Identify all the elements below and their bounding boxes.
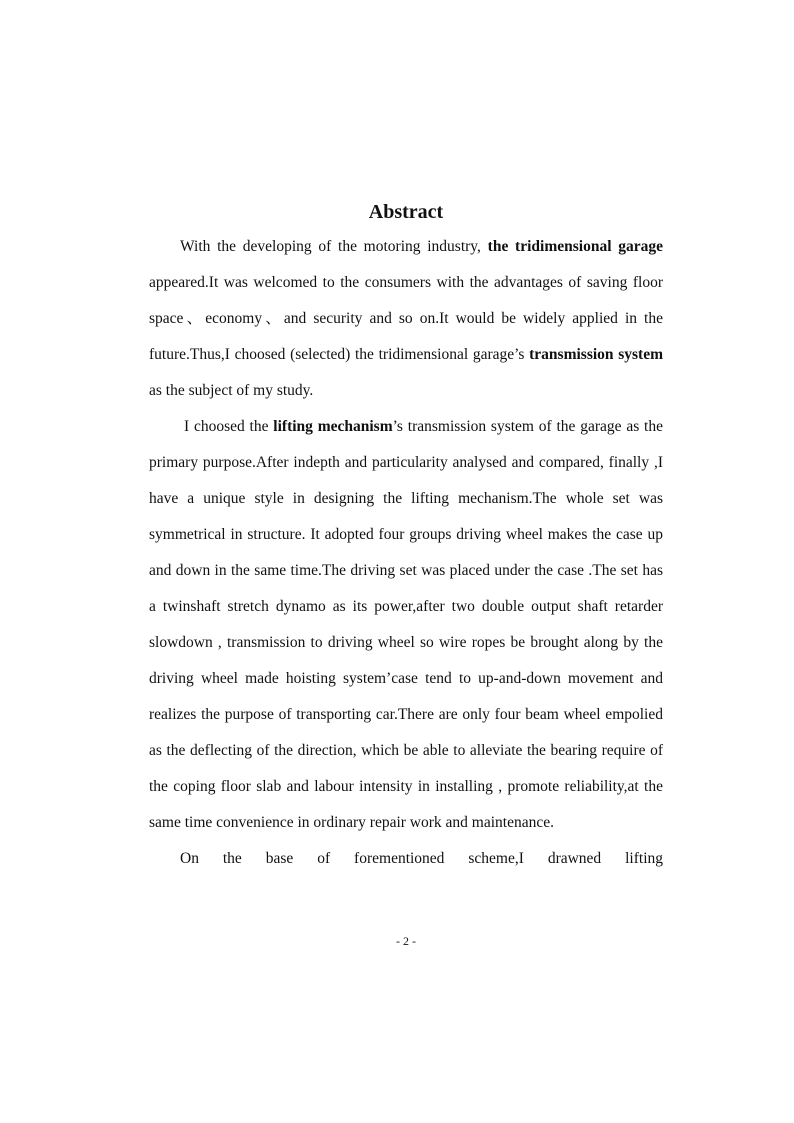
text-run: appeared.It was welcomed to the consumers with the advantages of saving floor space、economy、and security and so on.It would be widely applied in the future.Thus,I choosed (selected) the tridimensional garage’s	[149, 274, 663, 363]
bold-phrase: transmission system	[529, 346, 663, 363]
text-run: With the developing of the motoring industry,	[180, 238, 488, 255]
text-run: I choosed the	[184, 418, 274, 435]
paragraph-1	[149, 229, 663, 409]
bold-phrase: lifting mechanism	[273, 418, 393, 435]
paragraph-2	[149, 409, 663, 841]
page-number: - 2 -	[396, 934, 416, 948]
abstract-body	[149, 229, 663, 877]
text-run: ’s transmission system of the garage as the primary purpose.After indepth and particularity analysed and compared, finally ,I have a unique style in designing the lifting mechanism.The whole set was symmetrical in structure. It adopted four groups driving wheel makes the case up and down in the same time.The driving set was placed under the case .The set has a twinshaft stretch dynamo as its power,after two double output shaft retarder slowdown , transmission to driving wheel so wire ropes be brought along by the driving wheel made hoisting system’case tend to up-and-down movement and realizes the purpose of transporting car.There are only four beam wheel empolied as the deflecting of the direction, which be able to alleviate the bearing require of the coping floor slab and labour intensity in installing , promote reliability,at the same time convenience in ordinary repair work and maintenance.	[149, 418, 663, 831]
text-run: On the base of forementioned scheme,I drawned lifting	[180, 850, 663, 867]
bold-phrase: the tridimensional garage	[487, 238, 663, 255]
page-title: Abstract	[368, 201, 444, 223]
text-run: as the subject of my study.	[149, 382, 314, 399]
paragraph-3	[149, 841, 663, 877]
